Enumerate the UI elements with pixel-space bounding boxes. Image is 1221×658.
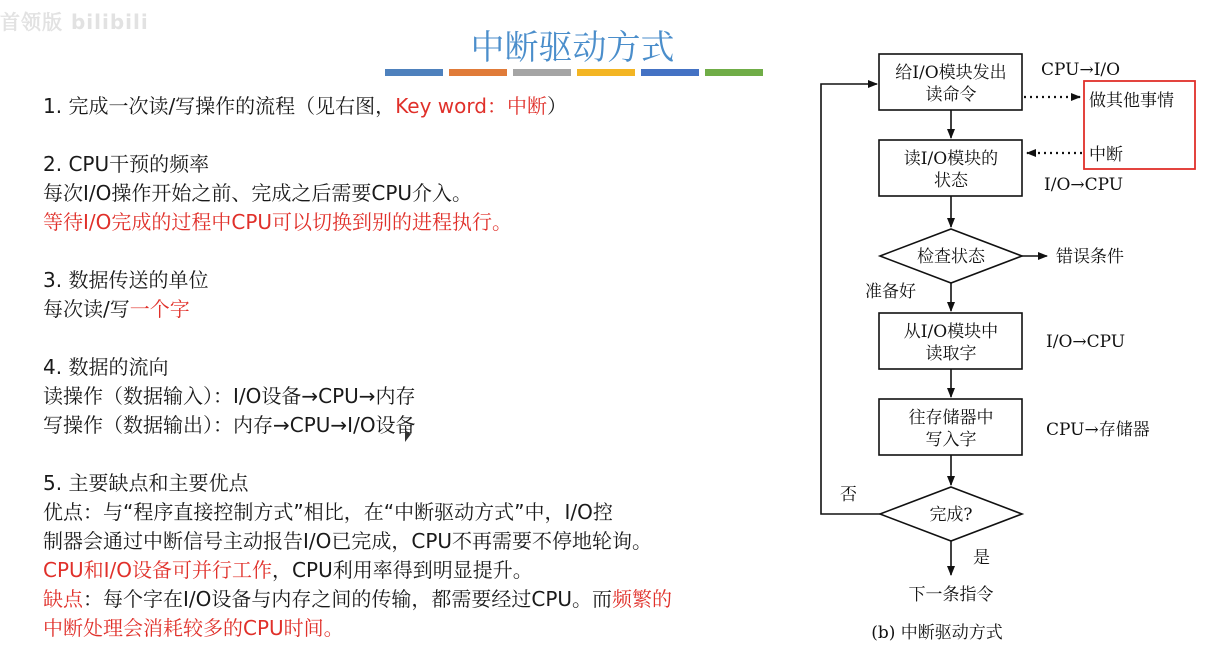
section-2-line-2: 等待I/O完成的过程中CPU可以切换到别的进程执行。 — [43, 210, 513, 234]
section-2-line-1: 每次I/O操作开始之前、完成之后需要CPU介入。 — [43, 181, 473, 205]
section-3-heading: 3. 数据传送的单位 — [43, 268, 209, 292]
section-5-heading: 5. 主要缺点和主要优点 — [43, 471, 249, 495]
section-5-adv-1: 优点：与“程序直接控制方式”相比，在“中断驱动方式”中，I/O控 — [43, 500, 613, 524]
s1-tail: ） — [546, 94, 567, 118]
fc-box2-line1: 读I/O模块的 — [903, 149, 999, 169]
fc-box4-line2: 写入字 — [925, 430, 977, 450]
fc-box3-line1: 从I/O模块中 — [903, 322, 999, 342]
fc-label-cpu-mem: CPU→存储器 — [1046, 420, 1150, 440]
fc-label-no: 否 — [840, 485, 857, 505]
s5-dis1-mid: ：每个字在I/O设备与内存之间的传输，都需要经过CPU。而 — [83, 587, 613, 611]
watermark: 首领版 bilibili — [0, 10, 149, 34]
s3-emph: 一个字 — [129, 297, 190, 321]
fc-box2-line2: 状态 — [934, 171, 968, 191]
section-4-heading: 4. 数据的流向 — [43, 355, 169, 379]
fc-diamond2-label: 完成? — [929, 505, 973, 525]
fc-label-cpu-io: CPU→I/O — [1041, 60, 1121, 80]
fc-label-interrupt: 中断 — [1089, 145, 1123, 165]
s5-adv3-red: CPU和I/O设备可并行工作 — [43, 558, 273, 582]
fc-box1-line2: 读命令 — [925, 85, 977, 105]
s3-prefix: 每次读/写 — [43, 297, 130, 321]
s5-dis1-red2: 频繁的 — [612, 587, 673, 611]
fc-box3-line2: 读取字 — [925, 344, 977, 364]
section-2-heading: 2. CPU干预的频率 — [43, 152, 210, 176]
section-5-adv-2: 制器会通过中断信号主动报告I/O已完成，CPU不再需要不停地轮询。 — [43, 529, 653, 553]
fc-box1-line1: 给I/O模块发出 — [895, 63, 1007, 83]
section-4-line-2: 写操作（数据输出）：内存→CPU→I/O设备 — [43, 413, 416, 437]
section-4-line-1: 读操作（数据输入）：I/O设备→CPU→内存 — [43, 384, 416, 408]
fc-diamond1-label: 检查状态 — [917, 247, 985, 267]
fc-label-io-cpu-2: I/O→CPU — [1046, 332, 1126, 352]
fc-label-ready: 准备好 — [865, 282, 916, 302]
fc-box4-line1: 往存储器中 — [908, 408, 994, 428]
fc-label-next: 下一条指令 — [908, 585, 994, 605]
s1-text: 1. 完成一次读/写操作的流程（见右图， — [43, 94, 396, 118]
fc-label-yes: 是 — [973, 548, 990, 568]
fc-label-error: 错误条件 — [1056, 247, 1124, 267]
s5-dis1-red: 缺点 — [43, 587, 83, 611]
s5-adv3-tail: ，CPU利用率得到明显提升。 — [272, 558, 533, 582]
fc-caption: (b) 中断驱动方式 — [871, 623, 1003, 643]
section-5-dis-2: 中断处理会消耗较多的CPU时间。 — [43, 616, 344, 640]
fc-label-io-cpu-1: I/O→CPU — [1044, 175, 1124, 195]
fc-label-do-other: 做其他事情 — [1089, 91, 1174, 111]
slide-title: 中断驱动方式 — [470, 28, 675, 68]
s1-keyword: Key word：中断 — [395, 94, 547, 118]
